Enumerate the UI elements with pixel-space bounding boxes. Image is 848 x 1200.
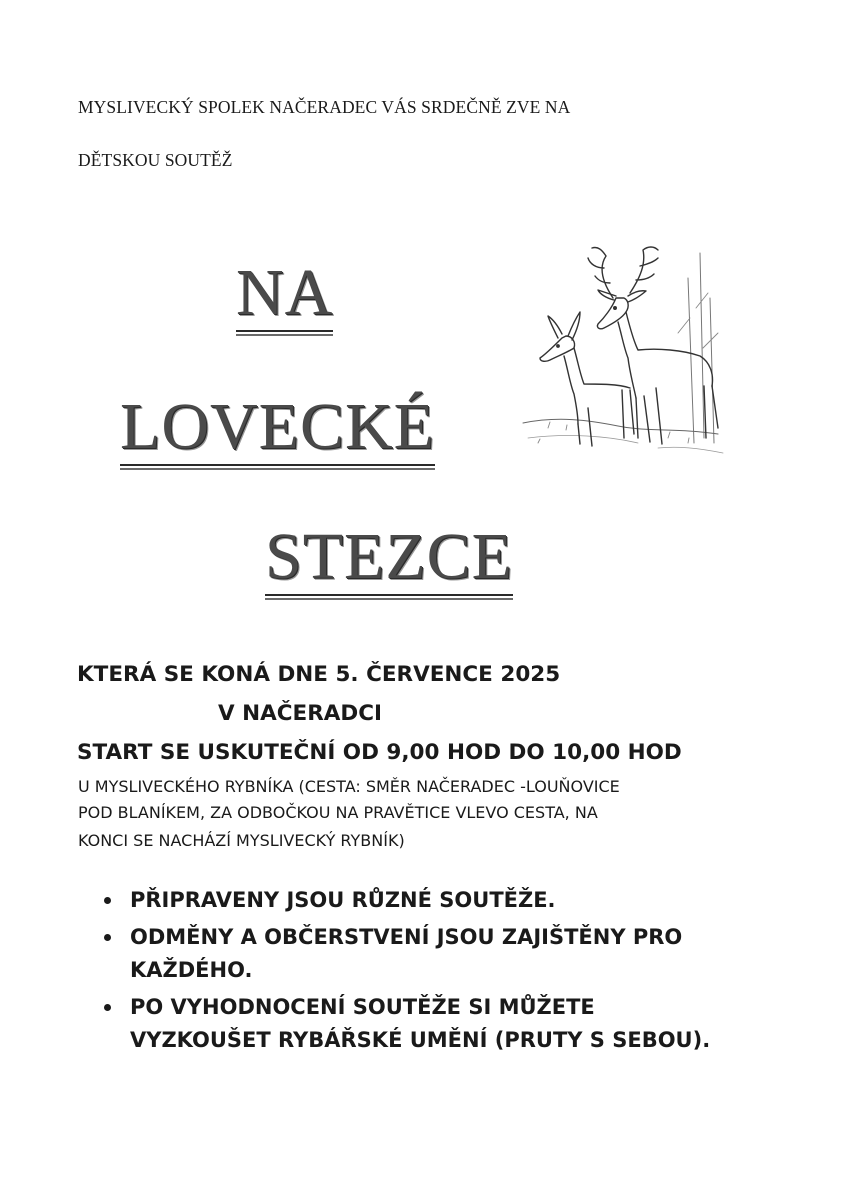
title-line-3 xyxy=(265,520,513,593)
title-underline xyxy=(236,330,333,332)
bullet-icon xyxy=(104,934,111,941)
intro-line-2: DĚTSKOU SOUTĚŽ xyxy=(78,150,233,170)
bullet-item xyxy=(104,921,710,987)
title-line-2 xyxy=(120,390,435,463)
bullet-text: VYZKOUŠET RYBÁŘSKÉ UMĚNÍ (PRUTY S SEBOU). xyxy=(130,1028,711,1052)
deer-pair-icon xyxy=(518,238,726,466)
location-line: POD BLANÍKEM, ZA ODBOČKOU NA PRAVĚTICE VLEVO CESTA, NA xyxy=(78,803,598,822)
title-underline xyxy=(120,464,435,466)
location-line: U MYSLIVECKÉHO RYBNÍKA (CESTA: SMĚR NAČERADEC -LOUŇOVICE xyxy=(78,777,620,796)
event-start-time: START SE USKUTEČNÍ OD 9,00 HOD DO 10,00 HOD xyxy=(77,740,682,765)
event-place: V NAČERADCI xyxy=(218,701,383,726)
title-line-1 xyxy=(236,256,334,329)
title-line-2-text: LOVECKÉ xyxy=(120,390,435,463)
bullet-text: PO VYHODNOCENÍ SOUTĚŽE SI MŮŽETE xyxy=(130,995,595,1019)
bullet-icon xyxy=(104,1004,111,1011)
bullet-text: ODMĚNY A OBČERSTVENÍ JSOU ZAJIŠTĚNY PRO xyxy=(130,925,683,949)
title-underline-shadow xyxy=(120,468,435,470)
title-line-1-text: NA xyxy=(236,256,334,329)
bullet-icon xyxy=(104,897,111,904)
location-line: KONCI SE NACHÁZÍ MYSLIVECKÝ RYBNÍK) xyxy=(78,831,405,850)
bullet-text: KAŽDÉHO. xyxy=(130,958,253,982)
title-underline xyxy=(265,594,513,596)
title-line-3-text: STEZCE xyxy=(265,520,513,593)
info-bullet-list xyxy=(104,884,710,1061)
event-date: KTERÁ SE KONÁ DNE 5. ČERVENCE 2025 xyxy=(77,662,561,687)
title-underline-shadow xyxy=(236,334,333,336)
bullet-item xyxy=(104,884,710,917)
intro-line-1: MYSLIVECKÝ SPOLEK NAČERADEC VÁS SRDEČNĚ ZVE NA xyxy=(78,97,571,117)
title-underline-shadow xyxy=(265,598,513,600)
bullet-text: PŘIPRAVENY JSOU RŮZNÉ SOUTĚŽE. xyxy=(130,888,556,912)
bullet-item xyxy=(104,991,710,1057)
